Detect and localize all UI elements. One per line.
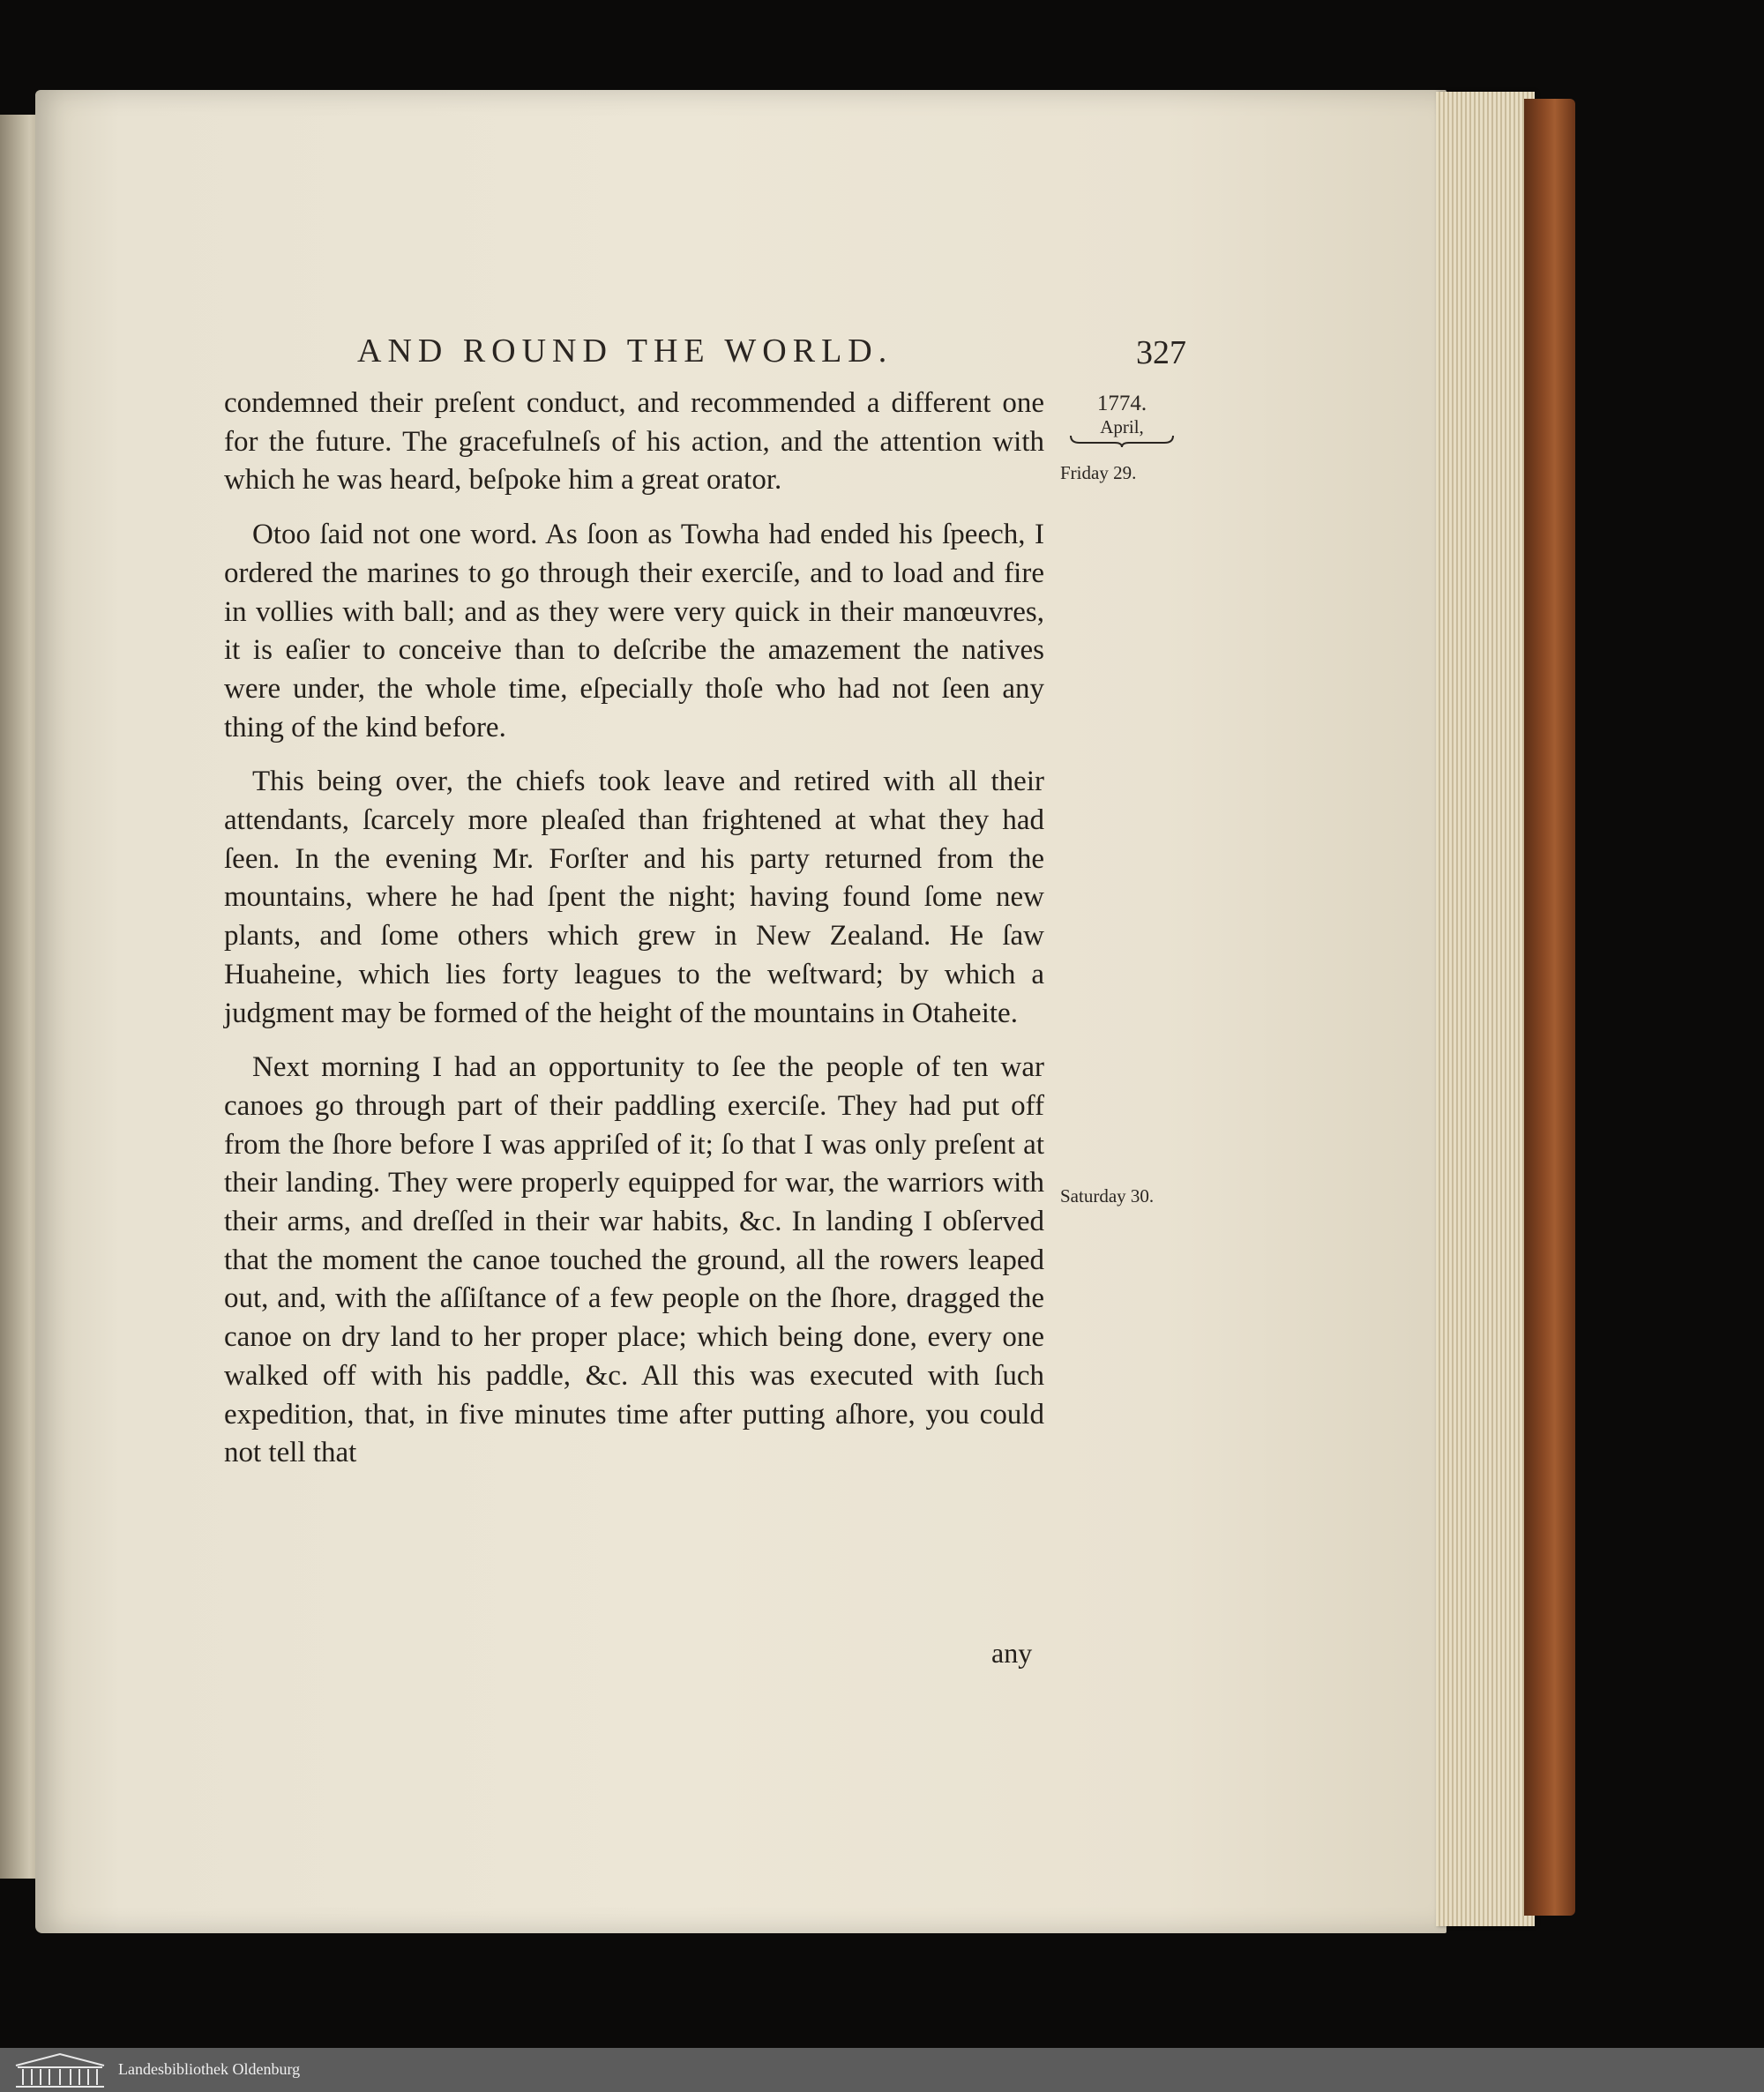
paragraph-1: condemned their preſent conduct, and recommended a different one for the future. The gracefulneſs of his action, and the attention with which he was heard, beſpoke him a great orator. (224, 387, 1044, 497)
margin-brace-icon (1069, 434, 1175, 448)
book-cover-edge (1524, 99, 1575, 1916)
catchword: any (991, 1637, 1033, 1669)
margin-month: April, (1100, 416, 1144, 437)
paragraph-4: Next morning I had an opportunity to ſee the people of ten war canoes go through part of their paddling exerciſe. They had put off from the ſhore before I was appriſed of it; ſo that I was only preſent at their landing. They were properly equipped for war, the warriors with their arms, and dreſſed in their war habits, &c. In landing I obſerved that the moment the canoe touched the ground, all the rowers leaped out, and, with the aſſiſtance of a few people on the ſhore, dragged the canoe on dry land to her proper place; which being done, every one walked off with his paddle, &c. All this was executed with ſuch expedition, that, in five minutes time after putting aſhore, you could not tell that (224, 1051, 1044, 1469)
margin-year: 1774. (1096, 392, 1147, 415)
body-text (224, 385, 1044, 1489)
paragraph-2: Otoo ſaid not one word. As ſoon as Towha had ended his ſpeech, I ordered the marines to go through their exerciſe, and to load and fire in vollies with ball; and as they were very quick in their manœuvres, it is eaſier to conceive than to deſcribe the amazement the natives were under, the whole time, eſpecially thoſe who had not ſeen any thing of the kind before. (224, 519, 1044, 743)
margin-day-saturday: Saturday 30. (1060, 1185, 1155, 1207)
library-name: Landesbibliothek Oldenburg (118, 2060, 301, 2078)
running-title: AND ROUND THE WORLD. (357, 332, 893, 370)
library-logo-icon (12, 2051, 108, 2088)
margin-day-friday: Friday 29. (1060, 462, 1137, 483)
page-stack-edge (1436, 92, 1535, 1926)
paragraph-3: This being over, the chiefs took leave and retired with all their attendants, ſcarcely more pleaſed than frightened at what they had ſeen. In the evening Mr. Forſter and his party returned from the mountains, where he had ſpent the night; having found ſome new plants, and ſome others which grew in New Zealand. He ſaw Huaheine, which lies forty leagues to the weſtward; by which a judgment may be formed of the height of the mountains in Otaheite. (224, 766, 1044, 1029)
footer-bar (0, 2048, 1764, 2092)
page-number: 327 (1136, 334, 1186, 371)
